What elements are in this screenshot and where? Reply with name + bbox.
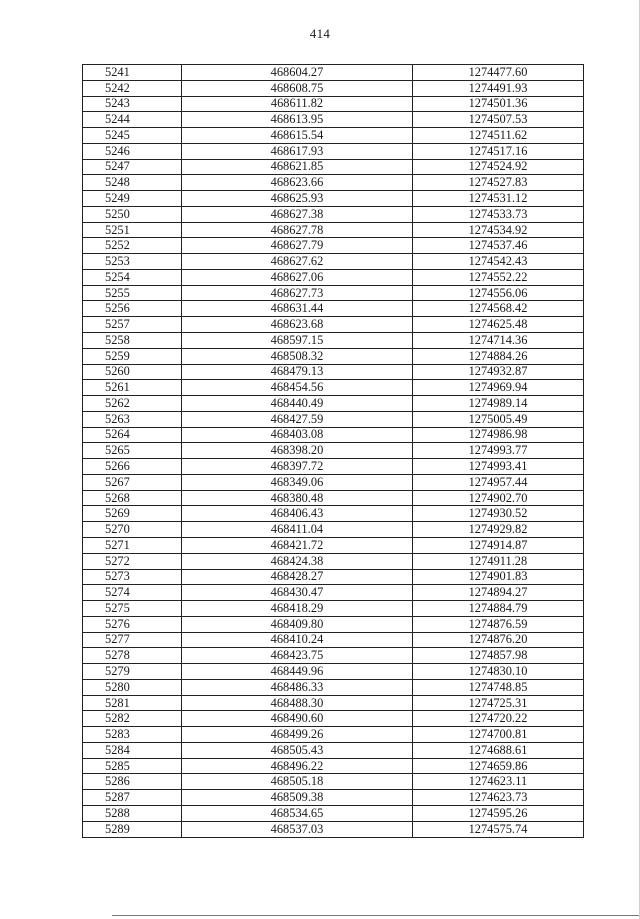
- table-row: [83, 569, 584, 585]
- y-coordinate-cell: 1274857.98: [413, 648, 584, 664]
- coordinate-table: [82, 64, 584, 838]
- point-id-cell: 5250: [83, 206, 182, 222]
- y-coordinate-cell: 1274830.10: [413, 664, 584, 680]
- y-coordinate-cell: 1274901.83: [413, 569, 584, 585]
- point-id-cell: 5270: [83, 522, 182, 538]
- x-coordinate-cell: 468631.44: [182, 301, 413, 317]
- point-id-cell: 5269: [83, 506, 182, 522]
- point-id-cell: 5241: [83, 65, 182, 81]
- y-coordinate-cell: 1274720.22: [413, 711, 584, 727]
- table-row: [83, 364, 584, 380]
- point-id-cell: 5243: [83, 96, 182, 112]
- point-id-cell: 5267: [83, 474, 182, 490]
- point-id-cell: 5268: [83, 490, 182, 506]
- y-coordinate-cell: 1274595.26: [413, 805, 584, 821]
- x-coordinate-cell: 468597.15: [182, 333, 413, 349]
- table-row: [83, 254, 584, 270]
- x-coordinate-cell: 468509.38: [182, 790, 413, 806]
- point-id-cell: 5261: [83, 380, 182, 396]
- x-coordinate-cell: 468508.32: [182, 348, 413, 364]
- y-coordinate-cell: 1274993.77: [413, 443, 584, 459]
- table-row: [83, 585, 584, 601]
- x-coordinate-cell: 468449.96: [182, 664, 413, 680]
- y-coordinate-cell: 1274537.46: [413, 238, 584, 254]
- table-row: [83, 537, 584, 553]
- x-coordinate-cell: 468627.73: [182, 285, 413, 301]
- x-coordinate-cell: 468454.56: [182, 380, 413, 396]
- x-coordinate-cell: 468423.75: [182, 648, 413, 664]
- y-coordinate-cell: 1274501.36: [413, 96, 584, 112]
- table-row: [83, 301, 584, 317]
- y-coordinate-cell: 1274527.83: [413, 175, 584, 191]
- point-id-cell: 5251: [83, 222, 182, 238]
- y-coordinate-cell: 1274659.86: [413, 758, 584, 774]
- table-row: [83, 695, 584, 711]
- x-coordinate-cell: 468534.65: [182, 805, 413, 821]
- table-row: [83, 601, 584, 617]
- table-row: [83, 348, 584, 364]
- x-coordinate-cell: 468627.06: [182, 269, 413, 285]
- y-coordinate-cell: 1274911.28: [413, 553, 584, 569]
- point-id-cell: 5284: [83, 742, 182, 758]
- point-id-cell: 5280: [83, 679, 182, 695]
- y-coordinate-cell: 1274556.06: [413, 285, 584, 301]
- point-id-cell: 5274: [83, 585, 182, 601]
- x-coordinate-cell: 468440.49: [182, 396, 413, 412]
- point-id-cell: 5277: [83, 632, 182, 648]
- y-coordinate-cell: 1274957.44: [413, 474, 584, 490]
- x-coordinate-cell: 468427.59: [182, 411, 413, 427]
- x-coordinate-cell: 468623.66: [182, 175, 413, 191]
- point-id-cell: 5273: [83, 569, 182, 585]
- x-coordinate-cell: 468615.54: [182, 128, 413, 144]
- table-row: [83, 285, 584, 301]
- y-coordinate-cell: 1274542.43: [413, 254, 584, 270]
- point-id-cell: 5244: [83, 112, 182, 128]
- point-id-cell: 5256: [83, 301, 182, 317]
- x-coordinate-cell: 468611.82: [182, 96, 413, 112]
- x-coordinate-cell: 468428.27: [182, 569, 413, 585]
- x-coordinate-cell: 468380.48: [182, 490, 413, 506]
- table-row: [83, 648, 584, 664]
- table-row: [83, 238, 584, 254]
- point-id-cell: 5259: [83, 348, 182, 364]
- y-coordinate-cell: 1274989.14: [413, 396, 584, 412]
- table-row: [83, 333, 584, 349]
- table-row: [83, 65, 584, 81]
- point-id-cell: 5272: [83, 553, 182, 569]
- x-coordinate-cell: 468627.38: [182, 206, 413, 222]
- page-number: 414: [309, 26, 331, 41]
- y-coordinate-cell: 1274914.87: [413, 537, 584, 553]
- x-coordinate-cell: 468424.38: [182, 553, 413, 569]
- x-coordinate-cell: 468418.29: [182, 601, 413, 617]
- table-row: [83, 317, 584, 333]
- point-id-cell: 5255: [83, 285, 182, 301]
- table-row: [83, 80, 584, 96]
- y-coordinate-cell: 1274533.73: [413, 206, 584, 222]
- point-id-cell: 5278: [83, 648, 182, 664]
- x-coordinate-cell: 468627.62: [182, 254, 413, 270]
- y-coordinate-cell: 1275005.49: [413, 411, 584, 427]
- table-row: [83, 96, 584, 112]
- x-coordinate-cell: 468623.68: [182, 317, 413, 333]
- y-coordinate-cell: 1274700.81: [413, 727, 584, 743]
- x-coordinate-cell: 468627.79: [182, 238, 413, 254]
- table-row: [83, 175, 584, 191]
- coordinate-table-body: [83, 65, 584, 838]
- point-id-cell: 5242: [83, 80, 182, 96]
- x-coordinate-cell: 468349.06: [182, 474, 413, 490]
- x-coordinate-cell: 468490.60: [182, 711, 413, 727]
- x-coordinate-cell: 468604.27: [182, 65, 413, 81]
- y-coordinate-cell: 1274623.73: [413, 790, 584, 806]
- point-id-cell: 5246: [83, 143, 182, 159]
- x-coordinate-cell: 468410.24: [182, 632, 413, 648]
- y-coordinate-cell: 1274688.61: [413, 742, 584, 758]
- table-row: [83, 191, 584, 207]
- table-row: [83, 396, 584, 412]
- table-row: [83, 711, 584, 727]
- y-coordinate-cell: 1274517.16: [413, 143, 584, 159]
- x-coordinate-cell: 468505.43: [182, 742, 413, 758]
- x-coordinate-cell: 468499.26: [182, 727, 413, 743]
- point-id-cell: 5279: [83, 664, 182, 680]
- x-coordinate-cell: 468411.04: [182, 522, 413, 538]
- point-id-cell: 5276: [83, 616, 182, 632]
- point-id-cell: 5288: [83, 805, 182, 821]
- x-coordinate-cell: 468488.30: [182, 695, 413, 711]
- point-id-cell: 5263: [83, 411, 182, 427]
- point-id-cell: 5265: [83, 443, 182, 459]
- y-coordinate-cell: 1274507.53: [413, 112, 584, 128]
- y-coordinate-cell: 1274477.60: [413, 65, 584, 81]
- point-id-cell: 5283: [83, 727, 182, 743]
- y-coordinate-cell: 1274876.59: [413, 616, 584, 632]
- point-id-cell: 5275: [83, 601, 182, 617]
- y-coordinate-cell: 1274511.62: [413, 128, 584, 144]
- point-id-cell: 5260: [83, 364, 182, 380]
- point-id-cell: 5245: [83, 128, 182, 144]
- table-row: [83, 459, 584, 475]
- point-id-cell: 5271: [83, 537, 182, 553]
- point-id-cell: 5248: [83, 175, 182, 191]
- x-coordinate-cell: 468496.22: [182, 758, 413, 774]
- x-coordinate-cell: 468406.43: [182, 506, 413, 522]
- table-row: [83, 774, 584, 790]
- point-id-cell: 5282: [83, 711, 182, 727]
- table-row: [83, 128, 584, 144]
- y-coordinate-cell: 1274930.52: [413, 506, 584, 522]
- table-row: [83, 143, 584, 159]
- table-row: [83, 411, 584, 427]
- table-row: [83, 821, 584, 837]
- table-row: [83, 522, 584, 538]
- y-coordinate-cell: 1274625.48: [413, 317, 584, 333]
- y-coordinate-cell: 1274534.92: [413, 222, 584, 238]
- y-coordinate-cell: 1274884.79: [413, 601, 584, 617]
- point-id-cell: 5254: [83, 269, 182, 285]
- table-row: [83, 443, 584, 459]
- table-row: [83, 758, 584, 774]
- table-row: [83, 727, 584, 743]
- x-coordinate-cell: 468421.72: [182, 537, 413, 553]
- point-id-cell: 5253: [83, 254, 182, 270]
- point-id-cell: 5281: [83, 695, 182, 711]
- table-row: [83, 222, 584, 238]
- y-coordinate-cell: 1274714.36: [413, 333, 584, 349]
- table-row: [83, 490, 584, 506]
- table-row: [83, 112, 584, 128]
- x-coordinate-cell: 468617.93: [182, 143, 413, 159]
- y-coordinate-cell: 1274986.98: [413, 427, 584, 443]
- point-id-cell: 5266: [83, 459, 182, 475]
- y-coordinate-cell: 1274552.22: [413, 269, 584, 285]
- x-coordinate-cell: 468398.20: [182, 443, 413, 459]
- y-coordinate-cell: 1274524.92: [413, 159, 584, 175]
- y-coordinate-cell: 1274531.12: [413, 191, 584, 207]
- point-id-cell: 5249: [83, 191, 182, 207]
- point-id-cell: 5264: [83, 427, 182, 443]
- x-coordinate-cell: 468397.72: [182, 459, 413, 475]
- x-coordinate-cell: 468430.47: [182, 585, 413, 601]
- point-id-cell: 5258: [83, 333, 182, 349]
- table-row: [83, 616, 584, 632]
- x-coordinate-cell: 468621.85: [182, 159, 413, 175]
- table-row: [83, 206, 584, 222]
- y-coordinate-cell: 1274491.93: [413, 80, 584, 96]
- point-id-cell: 5285: [83, 758, 182, 774]
- y-coordinate-cell: 1274932.87: [413, 364, 584, 380]
- point-id-cell: 5286: [83, 774, 182, 790]
- point-id-cell: 5252: [83, 238, 182, 254]
- table-row: [83, 742, 584, 758]
- point-id-cell: 5287: [83, 790, 182, 806]
- x-coordinate-cell: 468613.95: [182, 112, 413, 128]
- y-coordinate-cell: 1274748.85: [413, 679, 584, 695]
- y-coordinate-cell: 1274884.26: [413, 348, 584, 364]
- x-coordinate-cell: 468537.03: [182, 821, 413, 837]
- table-row: [83, 664, 584, 680]
- table-row: [83, 805, 584, 821]
- table-row: [83, 159, 584, 175]
- table-row: [83, 553, 584, 569]
- y-coordinate-cell: 1274993.41: [413, 459, 584, 475]
- table-row: [83, 790, 584, 806]
- x-coordinate-cell: 468608.75: [182, 80, 413, 96]
- x-coordinate-cell: 468627.78: [182, 222, 413, 238]
- y-coordinate-cell: 1274575.74: [413, 821, 584, 837]
- table-row: [83, 474, 584, 490]
- y-coordinate-cell: 1274725.31: [413, 695, 584, 711]
- table-row: [83, 427, 584, 443]
- y-coordinate-cell: 1274929.82: [413, 522, 584, 538]
- table-row: [83, 269, 584, 285]
- x-coordinate-cell: 468479.13: [182, 364, 413, 380]
- point-id-cell: 5262: [83, 396, 182, 412]
- point-id-cell: 5257: [83, 317, 182, 333]
- table-row: [83, 506, 584, 522]
- x-coordinate-cell: 468403.08: [182, 427, 413, 443]
- point-id-cell: 5247: [83, 159, 182, 175]
- table-row: [83, 632, 584, 648]
- y-coordinate-cell: 1274568.42: [413, 301, 584, 317]
- y-coordinate-cell: 1274969.94: [413, 380, 584, 396]
- table-row: [83, 380, 584, 396]
- x-coordinate-cell: 468625.93: [182, 191, 413, 207]
- y-coordinate-cell: 1274902.70: [413, 490, 584, 506]
- table-row: [83, 679, 584, 695]
- y-coordinate-cell: 1274894.27: [413, 585, 584, 601]
- y-coordinate-cell: 1274623.11: [413, 774, 584, 790]
- y-coordinate-cell: 1274876.20: [413, 632, 584, 648]
- footer-rule: [112, 915, 640, 916]
- x-coordinate-cell: 468486.33: [182, 679, 413, 695]
- x-coordinate-cell: 468409.80: [182, 616, 413, 632]
- x-coordinate-cell: 468505.18: [182, 774, 413, 790]
- point-id-cell: 5289: [83, 821, 182, 837]
